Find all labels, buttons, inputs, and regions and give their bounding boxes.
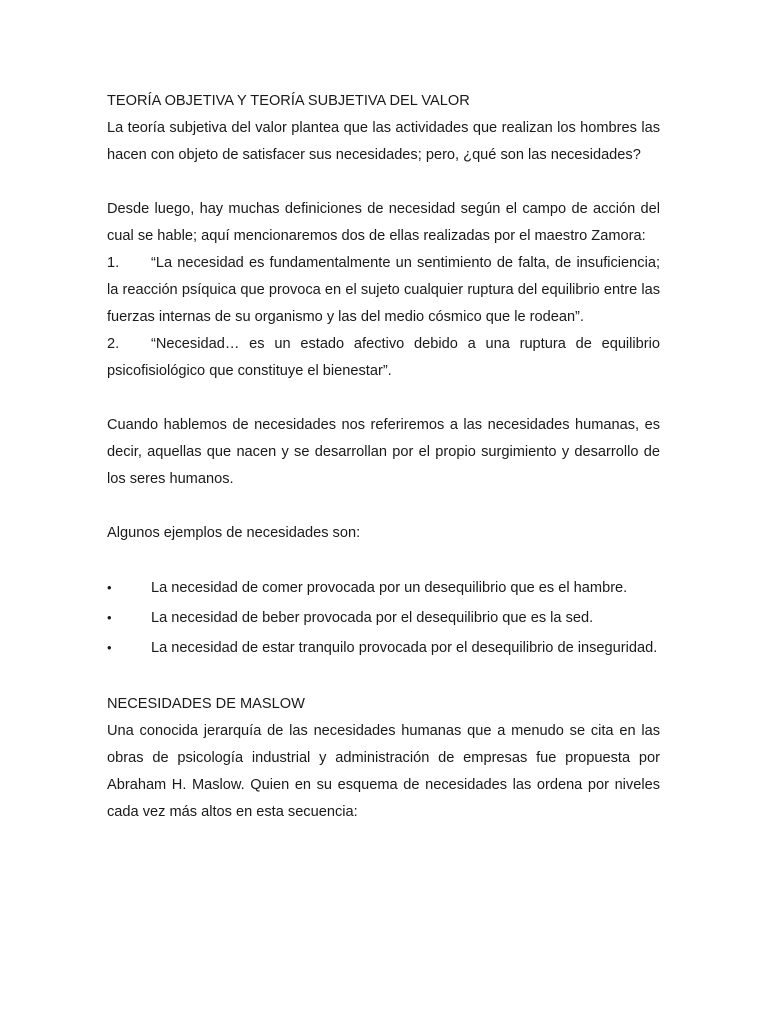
spacer xyxy=(107,547,660,574)
spacer xyxy=(107,664,660,691)
item-text: “Necesidad… es un estado afectivo debido a una ruptura de equilibrio psicofisiológico que constituye el bienestar”. xyxy=(107,336,660,379)
spacer xyxy=(107,385,660,412)
spacer xyxy=(107,169,660,196)
list-item xyxy=(107,574,660,602)
spacer xyxy=(107,493,660,520)
paragraph-necesidades-humanas: Cuando hablemos de necesidades nos referiremos a las necesidades humanas, es decir, aquellas que nacen y se desarrollan por el propio surgimiento y desarrollo de los seres humanos. xyxy=(107,417,660,487)
bullet-list xyxy=(107,574,660,662)
paragraph-definiciones: Desde luego, hay muchas definiciones de necesidad según el campo de acción del cual se hable; aquí mencionaremos dos de ellas realizadas por el maestro Zamora: xyxy=(107,201,660,244)
list-item xyxy=(107,604,660,632)
bullet-icon: • xyxy=(107,580,112,595)
list-item-text: La necesidad de estar tranquilo provocada por el desequilibrio de inseguridad. xyxy=(151,640,658,656)
section-heading-valor: TEORÍA OBJETIVA Y TEORÍA SUBJETIVA DEL VALOR xyxy=(107,93,470,109)
section-heading-maslow: NECESIDADES DE MASLOW xyxy=(107,696,305,712)
numbered-item-2 xyxy=(107,331,660,385)
numbered-item-1 xyxy=(107,250,660,331)
paragraph-ejemplos-intro: Algunos ejemplos de necesidades son: xyxy=(107,525,361,541)
list-item-text: La necesidad de beber provocada por el desequilibrio que es la sed. xyxy=(151,610,594,626)
document-page xyxy=(107,88,660,826)
item-number: 2. xyxy=(107,336,120,352)
bullet-icon: • xyxy=(107,640,112,655)
list-item xyxy=(107,634,660,662)
bullet-icon: • xyxy=(107,610,112,625)
item-number: 1. xyxy=(107,255,120,271)
paragraph-teoria-subjetiva: La teoría subjetiva del valor plantea que las actividades que realizan los hombres las hacen con objeto de satisfacer sus necesidades; pero, ¿qué son las necesidades? xyxy=(107,120,660,163)
paragraph-maslow: Una conocida jerarquía de las necesidades humanas que a menudo se cita en las obras de psicología industrial y administración de empresas fue propuesta por Abraham H. Maslow. Quien en su esquema de necesidades las ordena por niveles cada vez más altos en esta secuencia: xyxy=(107,723,660,820)
item-text: “La necesidad es fundamentalmente un sentimiento de falta, de insuficiencia; la reacción psíquica que provoca en el sujeto cualquier ruptura del equilibrio entre las fuerzas internas de su organismo y las del medio cósmico que le rodean”. xyxy=(107,255,660,325)
list-item-text: La necesidad de comer provocada por un desequilibrio que es el hambre. xyxy=(151,580,628,596)
